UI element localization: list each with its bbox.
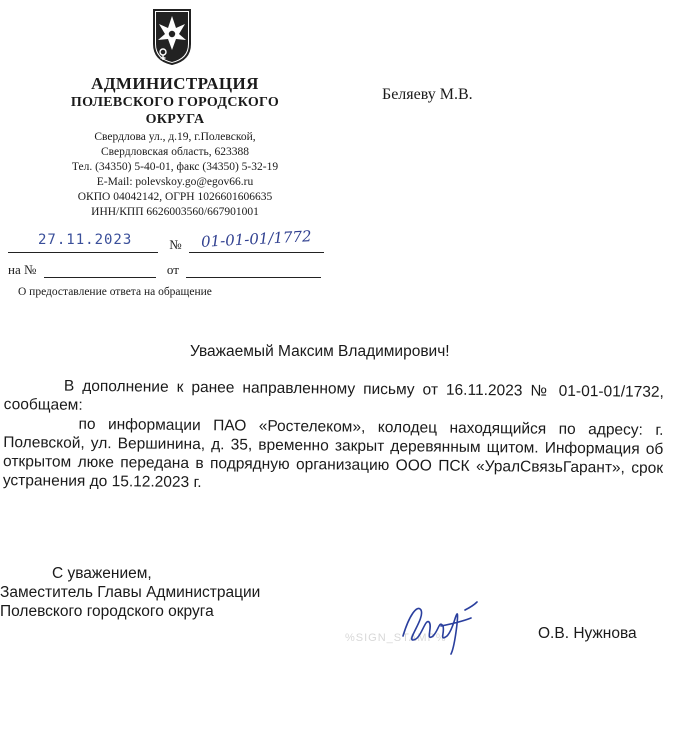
handwritten-signature-icon	[395, 596, 485, 658]
reply-to-number-field	[44, 263, 156, 278]
signature-stamp-placeholder: %SIGN_STAMP%	[345, 632, 447, 644]
okpo-line: ОКПО 04042142, ОГРН 1026601606635	[77, 191, 273, 203]
salutation: Уважаемый Максим Владимирович!	[190, 343, 450, 360]
body-paragraph: по информации ПАО «Ростелеком», колодец находящийся по адресу: г. Полевской, ул. Вершинина, д. 35, временно закрыт деревянным щитом. Информация об открытом люке передана в подрядную организацию ООО ПСК «УралСвязьГарант», срок устранения до 15.12.2023 г.	[2, 415, 664, 492]
letter-subject: О предоставление ответа на обращение	[18, 286, 212, 298]
org-contact-details	[40, 130, 310, 220]
signer-position: Заместитель Главы Администрации	[0, 584, 261, 601]
registration-row	[8, 227, 338, 253]
reply-to-row	[8, 262, 338, 278]
coat-of-arms-icon	[152, 8, 192, 66]
inn-line: ИНН/КПП 6626003560/667901001	[91, 206, 259, 218]
reply-to-date-field	[186, 263, 321, 278]
number-label: №	[169, 237, 182, 252]
address-line: Свердловская область, 623388	[100, 146, 249, 158]
letter-body	[3, 376, 664, 497]
signer-name: О.В. Нужнова	[538, 625, 637, 642]
email-line: E-Mail: polevskoy.go@egov66.ru	[96, 176, 254, 188]
registration-date-field	[8, 232, 158, 253]
closing-greeting: С уважением,	[52, 565, 152, 582]
address-line: Свердлова ул., д.19, г.Полевской,	[94, 131, 256, 143]
from-label: от	[166, 262, 179, 277]
org-name-line3: ОКРУГА	[145, 112, 205, 127]
body-paragraph: В дополнение к ранее направленному письму от 16.11.2023 № 01-01-01/1732, сообщаем:	[3, 377, 664, 414]
org-name-line1: АДМИНИСТРАЦИЯ	[91, 74, 259, 93]
registration-number-field	[189, 227, 324, 253]
organization-header	[40, 74, 310, 220]
handwritten-date: 27.11.2023	[38, 232, 133, 248]
reply-to-label: на №	[8, 262, 37, 277]
phone-line: Тел. (34350) 5-40-01, факс (34350) 5-32-19	[71, 161, 279, 173]
handwritten-number: 01-01-01/1772	[200, 227, 312, 251]
recipient-name: Беляеву М.В.	[382, 86, 473, 103]
signer-organization: Полевского городского округа	[0, 603, 214, 620]
closing-block	[0, 564, 260, 621]
org-name-line2: ПОЛЕВСКОГО ГОРОДСКОГО	[70, 95, 280, 110]
